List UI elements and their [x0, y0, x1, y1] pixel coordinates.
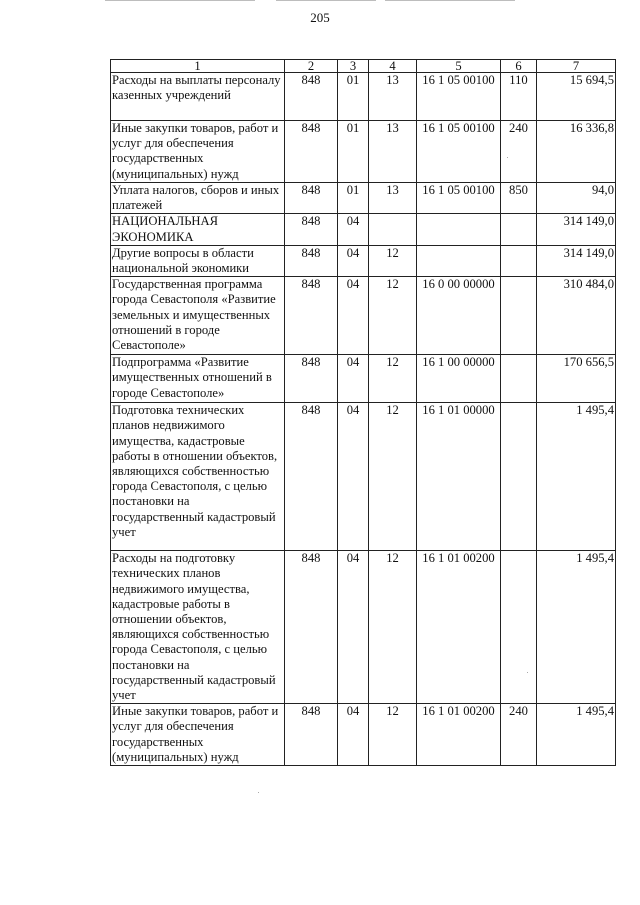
- row-subsection: 13: [369, 73, 417, 121]
- row-amount: 15 694,5: [537, 73, 616, 121]
- row-subsection: 12: [369, 355, 417, 403]
- header-cell-3: 3: [338, 60, 369, 73]
- table-row: [111, 355, 616, 403]
- row-amount: 1 495,4: [537, 551, 616, 704]
- table-row: [111, 245, 616, 276]
- row-section: 04: [338, 403, 369, 551]
- row-section: 04: [338, 355, 369, 403]
- row-expense-type: 240: [501, 704, 537, 766]
- row-section: 01: [338, 183, 369, 214]
- row-name: Уплата налогов, сборов и иных платежей: [111, 183, 285, 214]
- row-name: НАЦИОНАЛЬНАЯ ЭКОНОМИКА: [111, 214, 285, 245]
- row-expense-type: [501, 403, 537, 551]
- table-row: [111, 73, 616, 121]
- row-subsection: 12: [369, 245, 417, 276]
- row-gr-code: 848: [285, 183, 338, 214]
- row-gr-code: 848: [285, 121, 338, 183]
- row-gr-code: 848: [285, 277, 338, 355]
- row-expense-type: 240: [501, 121, 537, 183]
- row-target-code: 16 1 05 00100: [417, 183, 501, 214]
- header-row: [111, 60, 616, 73]
- row-expense-type: 110: [501, 73, 537, 121]
- row-subsection: 13: [369, 121, 417, 183]
- row-name: Расходы на подготовку технических планов недвижимого имущества, кадастровые работы в отношении объектов, являющихся собственностью города Севастополя, с целью постановки на государственный кадастровый учет: [111, 551, 285, 704]
- header-cell-7: 7: [537, 60, 616, 73]
- row-target-code: 16 1 05 00100: [417, 121, 501, 183]
- row-target-code: 16 1 01 00200: [417, 551, 501, 704]
- row-amount: 310 484,0: [537, 277, 616, 355]
- row-name: Расходы на выплаты персоналу казенных учреждений: [111, 73, 285, 121]
- scan-speck: [507, 157, 508, 158]
- header-cell-6: 6: [501, 60, 537, 73]
- row-target-code: 16 1 00 00000: [417, 355, 501, 403]
- table-row: [111, 121, 616, 183]
- budget-table: [110, 59, 616, 766]
- row-section: 01: [338, 73, 369, 121]
- header-cell-1: 1: [111, 60, 285, 73]
- scan-edge-line-left: [105, 0, 255, 1]
- row-target-code: 16 1 05 00100: [417, 73, 501, 121]
- row-target-code: 16 0 00 00000: [417, 277, 501, 355]
- row-amount: 1 495,4: [537, 403, 616, 551]
- row-gr-code: 848: [285, 403, 338, 551]
- row-section: 04: [338, 277, 369, 355]
- scan-edge-line-right: [385, 0, 515, 1]
- row-target-code: [417, 214, 501, 245]
- row-target-code: 16 1 01 00000: [417, 403, 501, 551]
- row-expense-type: [501, 551, 537, 704]
- row-name: Государственная программа города Севастополя «Развитие земельных и имущественных отношений в городе Севастополе»: [111, 277, 285, 355]
- row-name: Иные закупки товаров, работ и услуг для обеспечения государственных (муниципальных) нужд: [111, 121, 285, 183]
- header-cell-4: 4: [369, 60, 417, 73]
- row-gr-code: 848: [285, 355, 338, 403]
- row-name: Иные закупки товаров, работ и услуг для обеспечения государственных (муниципальных) нужд: [111, 704, 285, 766]
- row-section: 04: [338, 551, 369, 704]
- table-row: [111, 551, 616, 704]
- page-number: 205: [310, 10, 330, 25]
- row-expense-type: [501, 277, 537, 355]
- table-row: [111, 183, 616, 214]
- row-expense-type: [501, 245, 537, 276]
- row-subsection: 12: [369, 551, 417, 704]
- row-name: Подпрограмма «Развитие имущественных отношений в городе Севастополе»: [111, 355, 285, 403]
- row-gr-code: 848: [285, 73, 338, 121]
- row-subsection: 12: [369, 277, 417, 355]
- row-section: 01: [338, 121, 369, 183]
- table-row: [111, 277, 616, 355]
- row-gr-code: 848: [285, 704, 338, 766]
- row-gr-code: 848: [285, 214, 338, 245]
- row-amount: 94,0: [537, 183, 616, 214]
- row-name: Подготовка технических планов недвижимого имущества, кадастровые работы в отношении объектов, являющихся собственностью города Севастополя, с целью постановки на государственный кадастровый учет: [111, 403, 285, 551]
- table-row: [111, 704, 616, 766]
- row-name: Другие вопросы в области национальной экономики: [111, 245, 285, 276]
- row-expense-type: [501, 355, 537, 403]
- row-amount: 314 149,0: [537, 245, 616, 276]
- row-section: 04: [338, 704, 369, 766]
- row-subsection: 13: [369, 183, 417, 214]
- row-amount: 16 336,8: [537, 121, 616, 183]
- header-cell-5: 5: [417, 60, 501, 73]
- row-expense-type: 850: [501, 183, 537, 214]
- row-section: 04: [338, 214, 369, 245]
- row-subsection: 12: [369, 704, 417, 766]
- header-cell-2: 2: [285, 60, 338, 73]
- row-amount: 314 149,0: [537, 214, 616, 245]
- scan-speck: [527, 672, 528, 673]
- table-row: [111, 403, 616, 551]
- row-target-code: [417, 245, 501, 276]
- scan-speck: [258, 792, 259, 793]
- scan-edge-line-middle: [276, 0, 376, 1]
- table-row: [111, 214, 616, 245]
- row-gr-code: 848: [285, 551, 338, 704]
- row-target-code: 16 1 01 00200: [417, 704, 501, 766]
- row-amount: 1 495,4: [537, 704, 616, 766]
- row-amount: 170 656,5: [537, 355, 616, 403]
- row-subsection: 12: [369, 403, 417, 551]
- row-expense-type: [501, 214, 537, 245]
- row-section: 04: [338, 245, 369, 276]
- row-gr-code: 848: [285, 245, 338, 276]
- row-subsection: [369, 214, 417, 245]
